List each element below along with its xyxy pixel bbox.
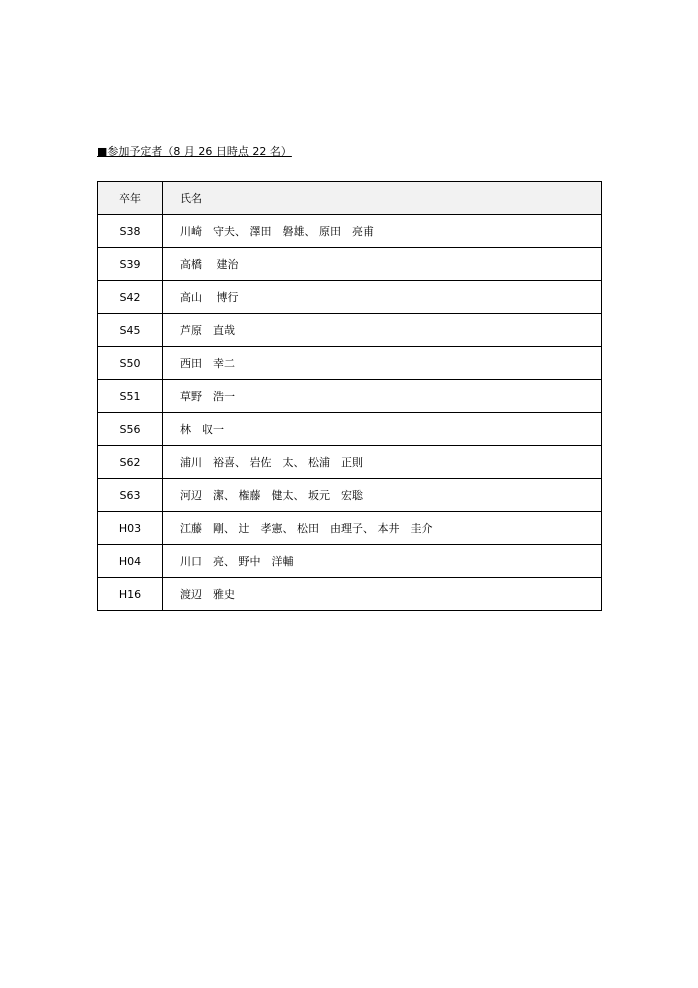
table-row: [98, 479, 602, 512]
header-name: 氏名: [163, 182, 602, 215]
table-row: [98, 578, 602, 611]
table-row: [98, 314, 602, 347]
names-cell: 渡辺 雅史: [163, 578, 602, 611]
table-row: [98, 347, 602, 380]
year-cell: H03: [98, 512, 163, 545]
names-cell: 林 収一: [163, 413, 602, 446]
year-cell: S42: [98, 281, 163, 314]
year-cell: S63: [98, 479, 163, 512]
table-row: [98, 512, 602, 545]
names-cell: 川口 亮、 野中 洋輔: [163, 545, 602, 578]
table-row: [98, 380, 602, 413]
table-row: [98, 281, 602, 314]
table-row: [98, 446, 602, 479]
participants-table: [97, 181, 602, 611]
header-year: 卒年: [98, 182, 163, 215]
names-cell: 高山 博行: [163, 281, 602, 314]
year-cell: S45: [98, 314, 163, 347]
table-row: [98, 545, 602, 578]
table-row: [98, 413, 602, 446]
names-cell: 草野 浩一: [163, 380, 602, 413]
year-cell: H16: [98, 578, 163, 611]
names-cell: 芦原 直哉: [163, 314, 602, 347]
page-title: ■参加予定者（8 月 26 日時点 22 名）: [97, 145, 292, 158]
names-cell: 江藤 剛、 辻 孝憲、 松田 由理子、 本井 圭介: [163, 512, 602, 545]
year-cell: S50: [98, 347, 163, 380]
year-cell: S51: [98, 380, 163, 413]
names-cell: 河辺 潔、 権藤 健太、 坂元 宏聡: [163, 479, 602, 512]
table-row: [98, 215, 602, 248]
names-cell: 西田 幸二: [163, 347, 602, 380]
names-cell: 高橋 建治: [163, 248, 602, 281]
year-cell: H04: [98, 545, 163, 578]
table-header-row: [98, 182, 602, 215]
year-cell: S62: [98, 446, 163, 479]
table-row: [98, 248, 602, 281]
year-cell: S56: [98, 413, 163, 446]
names-cell: 川崎 守夫、 澤田 磐雄、 原田 亮甫: [163, 215, 602, 248]
year-cell: S39: [98, 248, 163, 281]
year-cell: S38: [98, 215, 163, 248]
names-cell: 浦川 裕喜、 岩佐 太、 松浦 正則: [163, 446, 602, 479]
